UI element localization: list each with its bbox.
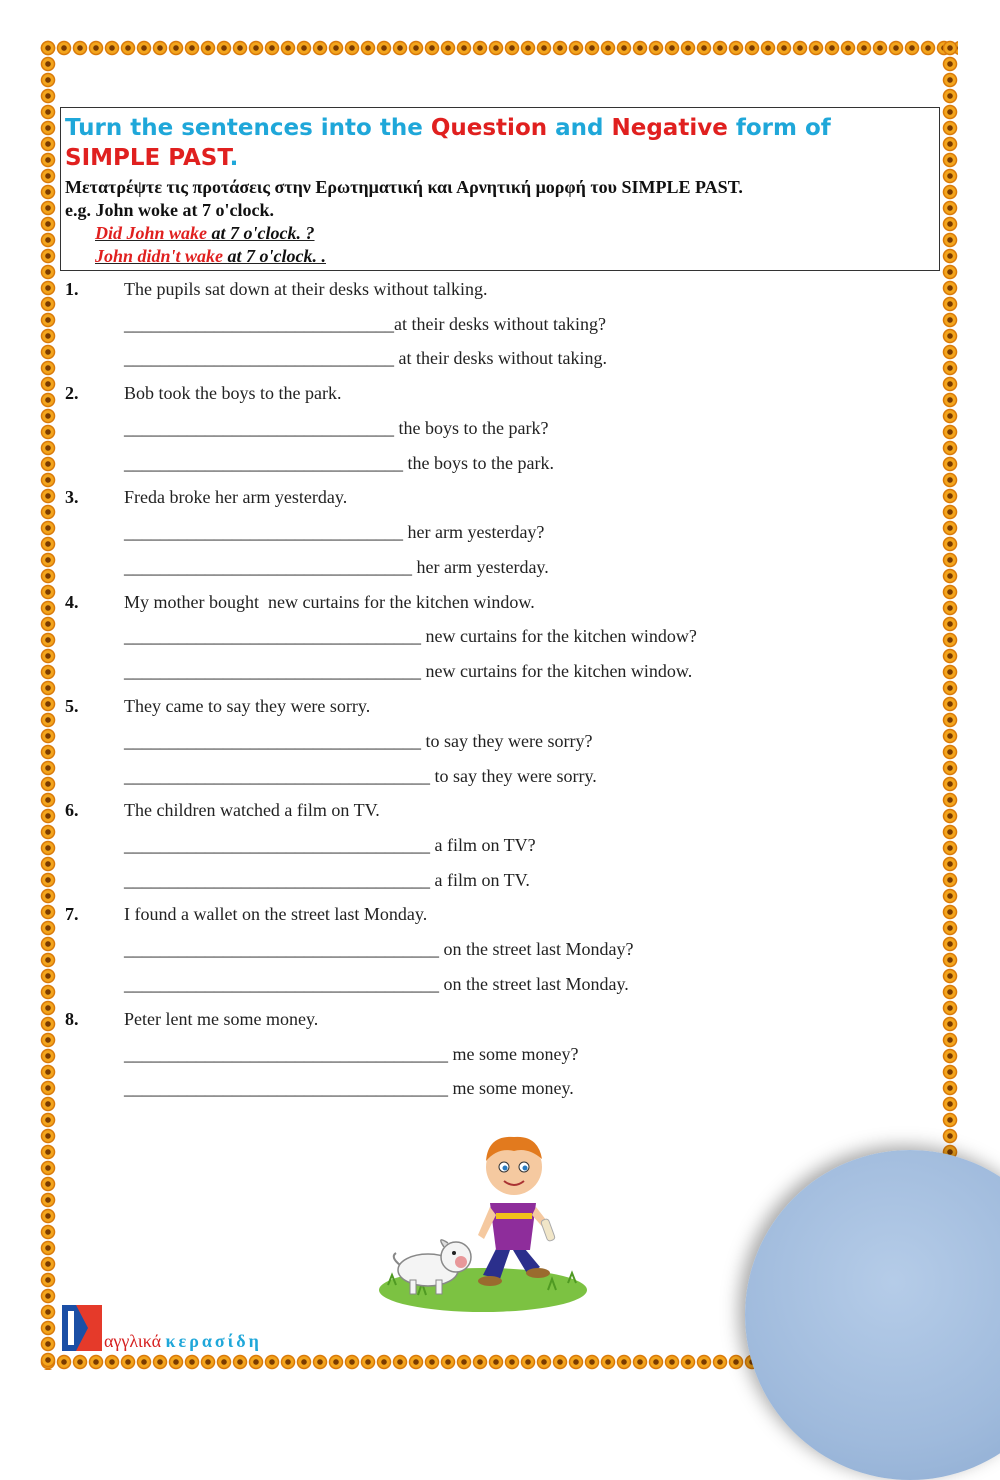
question-sentence: Peter lent me some money. (124, 1009, 319, 1029)
title-part: Turn the sentences into the (65, 115, 431, 141)
question-number: 4. (65, 592, 79, 612)
boy-icon (478, 1137, 556, 1286)
answer-negative-line[interactable]: ____________________________________ me some money. (124, 1078, 574, 1098)
decorative-circle (745, 1150, 1000, 1480)
answer-negative-line[interactable]: _______________________________ the boys to the park. (124, 453, 554, 473)
logo-text-red: αγγλικά (104, 1331, 166, 1351)
example-negative-red: John didn't wake (95, 246, 228, 266)
title-part: form of (727, 115, 831, 141)
question-number: 2. (65, 383, 79, 403)
question-number: 1. (65, 279, 79, 299)
question-sentence: The pupils sat down at their desks without talking. (124, 279, 488, 299)
question-sentence: I found a wallet on the street last Monday. (124, 904, 428, 924)
question-number: 6. (65, 800, 79, 820)
question-sentence: They came to say they were sorry. (124, 696, 371, 716)
answer-question-line[interactable]: _______________________________ her arm yesterday? (124, 522, 545, 542)
flower-border-top (40, 40, 958, 56)
question-number: 8. (65, 1009, 79, 1029)
answer-negative-line[interactable]: ________________________________ her arm yesterday. (124, 557, 549, 577)
title-part: . (229, 145, 239, 171)
answer-question-line[interactable]: __________________________________ a film on TV? (124, 835, 536, 855)
bone-icon (540, 1218, 555, 1241)
example-question-red: Did John wake (95, 223, 212, 243)
example-negative-black: at 7 o'clock. . (227, 246, 327, 266)
greek-instructions: Μετατρέψτε τις προτάσεις στην Ερωτηματική και Αρνητική μορφή του SIMPLE PAST. (65, 177, 743, 197)
answer-question-line[interactable]: ______________________________ the boys to the park? (124, 418, 549, 438)
answer-question-line[interactable]: _________________________________ to say they were sorry? (124, 731, 593, 751)
question-sentence: Freda broke her arm yesterday. (124, 487, 348, 507)
title-part: SIMPLE PAST (65, 145, 230, 171)
answer-negative-line[interactable]: __________________________________ to say they were sorry. (124, 766, 597, 786)
example-negative (95, 246, 326, 267)
question-sentence: My mother bought new curtains for the kitchen window. (124, 592, 535, 612)
title-part: Question (430, 115, 548, 141)
example-question-black: at 7 o'clock. ? (211, 223, 315, 243)
title-part: Negative (611, 115, 728, 141)
logo-text-blue: κερασίδη (165, 1331, 262, 1351)
example-question (95, 223, 315, 244)
answer-negative-line[interactable]: _________________________________ new curtains for the kitchen window. (124, 661, 693, 681)
answer-negative-line[interactable]: __________________________________ a film on TV. (124, 870, 530, 890)
flower-border-left (40, 40, 56, 1370)
example-sentence: e.g. John woke at 7 o'clock. (65, 200, 274, 220)
answer-question-line[interactable]: ___________________________________ on the street last Monday? (124, 939, 634, 959)
boy-with-dog-illustration (378, 1125, 588, 1315)
question-sentence: The children watched a film on TV. (124, 800, 380, 820)
question-number: 3. (65, 487, 79, 507)
logo-text (104, 1331, 262, 1352)
answer-negative-line[interactable]: ___________________________________ on the street last Monday. (124, 974, 629, 994)
answer-question-line[interactable]: _________________________________ new curtains for the kitchen window? (124, 626, 697, 646)
worksheet-title (65, 113, 925, 173)
answer-question-line[interactable]: ______________________________at their desks without taking? (124, 314, 606, 334)
question-number: 5. (65, 696, 79, 716)
title-part: and (547, 115, 612, 141)
question-number: 7. (65, 904, 79, 924)
answer-negative-line[interactable]: ______________________________ at their desks without taking. (124, 348, 607, 368)
question-sentence: Bob took the boys to the park. (124, 383, 342, 403)
kerasidi-logo-icon (62, 1305, 102, 1351)
answer-question-line[interactable]: ____________________________________ me some money? (124, 1044, 579, 1064)
